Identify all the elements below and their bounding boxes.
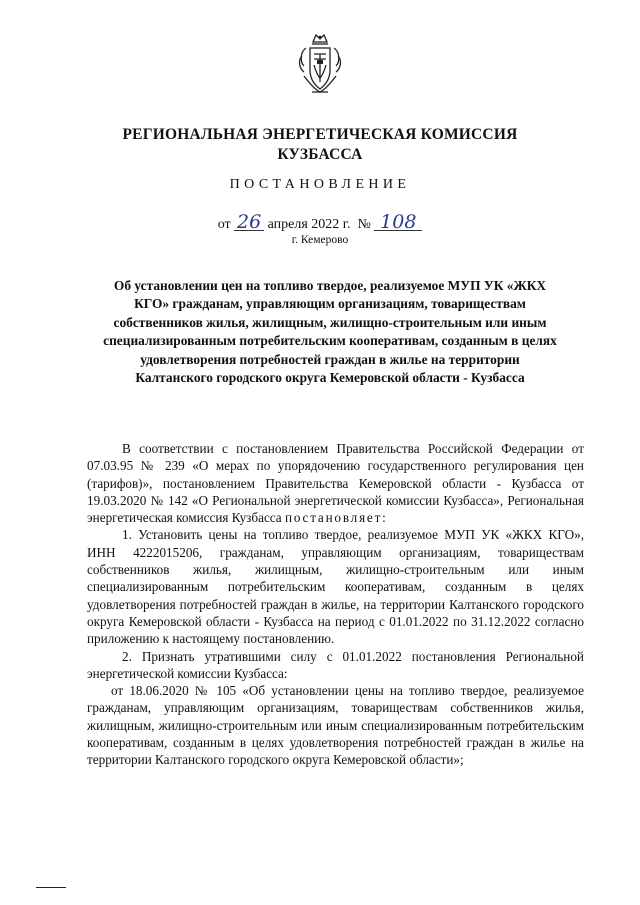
city: г. Кемерово: [291, 234, 349, 246]
date-day-handwritten: 26: [234, 214, 264, 231]
intro-paragraph: [87, 440, 584, 526]
item-1: 1. Установить цены на топливо твердое, реализуемое МУП УК «ЖКХ КГО», ИНН 4222015206, гражданам, управляющим организациям, товариществам собственников жилья, жилищным, жилищно-строительным или иным специализированным потребительским кооперативам, созданным в целях удовлетворения потребностей граждан в жилье, на территории Калтанского городского округа Кемеровской области - Кузбасса на период с 01.01.2022 по 31.12.2022 согласно приложению к настоящему постановлению.: [87, 527, 584, 647]
date-month-year: апреля 2022 г.: [267, 217, 351, 232]
decree-word: постановляет:: [284, 510, 388, 526]
organization-name-line2: КУЗБАССА: [277, 146, 363, 163]
coat-of-arms-emblem-icon: [296, 32, 344, 96]
number-sign: №: [357, 217, 371, 232]
date-line: [0, 211, 640, 233]
document-type: ПОСТАНОВЛЕНИЕ: [229, 177, 411, 192]
item-2-subitem-1: от 18.06.2020 № 105 «Об установлении цены на топливо твердое, реализуемое гражданам, управляющим организациям, товариществам собственников жилья, жилищным, жилищно-строительным или иным специализированным потребительским кооперативам, созданным в целях удовлетворения потребностей граждан в жилье на территории Калтанского городского округа Кемеровской области»;: [87, 683, 584, 768]
document-number-handwritten: 108: [374, 214, 422, 231]
organization-name-line1: РЕГИОНАЛЬНАЯ ЭНЕРГЕТИЧЕСКАЯ КОМИССИЯ: [122, 126, 518, 143]
document-title: Об установлении цен на топливо твердое, реализуемое МУП УК «ЖКХ КГО» гражданам, управляющим организациям, товариществам собственников жилья, жилищным, жилищно-строительным или иным специализированным потребительским кооперативам, созданным в целях удовлетворения потребностей граждан в жилье на территории Калтанского городского округа Кемеровской области - Кузбасса: [103, 278, 557, 386]
intro-text: В соответствии с постановлением Правительства Российской Федерации от 07.03.95 № 239 «О мерах по упорядочению государственного регулирования цен (тарифов)», постановлением Правительства Кемеровской области - Кузбасса от 19.03.2020 № 142 «О Региональной энергетической комиссии Кузбасса», Региональная энергетическая комиссия Кузбасса: [87, 441, 584, 526]
item-2: 2. Признать утратившими силу с 01.01.2022 постановления Региональной энергетической комиссии Кузбасса:: [87, 648, 584, 681]
date-prefix: от: [217, 217, 231, 232]
document-body: [87, 440, 584, 769]
footer-mark: [36, 887, 66, 888]
